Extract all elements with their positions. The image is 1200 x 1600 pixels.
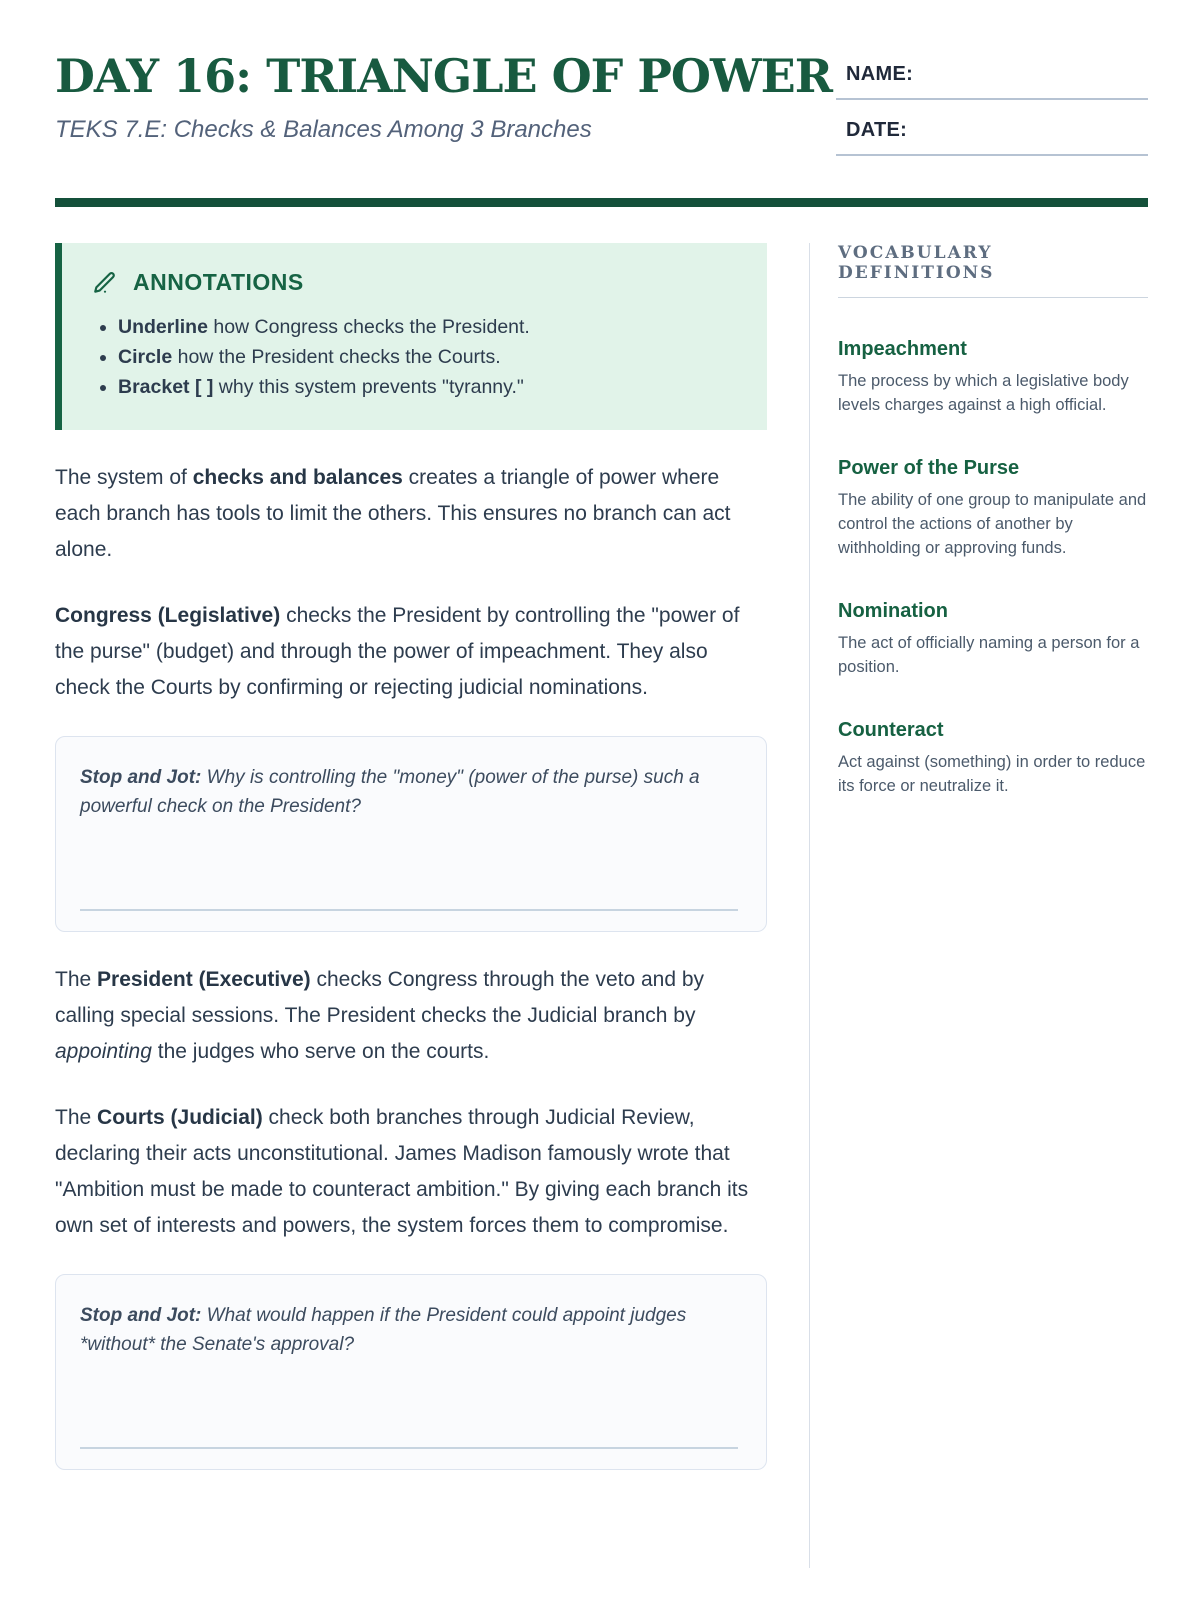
answer-line[interactable] (80, 1447, 738, 1449)
stop-and-jot-lead: Stop and Jot: (80, 1305, 202, 1326)
vocab-term: Power of the Purse (838, 457, 1020, 479)
annotations-header (92, 269, 743, 296)
vocab-term-block (838, 457, 1148, 560)
stop-and-jot-question: Why is controlling the "money" (power of the purse) such a powerful check on the President? (80, 767, 700, 817)
name-date-block (836, 52, 1148, 172)
annotation-item: • Circle how the President checks the Courts. (118, 342, 743, 372)
paragraph-congress: Congress (Legislative) checks the President by controlling the "power of the purse" (budget) and through the power of impeachment. They also check the Courts by confirming or rejecting judicial nominations. (55, 604, 740, 699)
answer-line[interactable] (80, 909, 738, 911)
page-subtitle: TEKS 7.E: Checks & Balances Among 3 Branches (55, 116, 592, 144)
annotation-item: • Underline how Congress checks the President. (118, 312, 743, 342)
stop-and-jot-lead: Stop and Jot: (80, 767, 202, 788)
stop-and-jot-question: What would happen if the President could appoint judges *without* the Senate's approval? (80, 1305, 687, 1355)
vocab-term-block (838, 338, 1148, 417)
vocab-term: Counteract (838, 719, 944, 741)
name-input-line[interactable] (918, 60, 1118, 80)
vocabulary-heading: VOCABULARY DEFINITIONS (838, 243, 1148, 298)
annotations-callout (55, 243, 767, 430)
vocab-term-block (838, 600, 1148, 679)
vocab-definition: The process by which a legislative body levels charges against a high official. (838, 372, 1129, 414)
vocab-definition: The ability of one group to manipulate and control the actions of another by withholding or approving funds. (838, 491, 1147, 557)
vocab-definition: Act against (something) in order to reduce its force or neutralize it. (838, 753, 1146, 795)
stop-and-jot-box-1 (55, 736, 767, 932)
vocab-term: Impeachment (838, 338, 967, 360)
vocab-term: Nomination (838, 600, 948, 622)
paragraph-intro: The system of checks and balances creates a triangle of power where each branch has tools to limit the others. This ensures no branch can act alone. (55, 466, 731, 561)
header-divider-rule (55, 198, 1148, 207)
vocabulary-sidebar (809, 243, 1148, 1568)
paragraph-courts: The Courts (Judicial) check both branches through Judicial Review, declaring their acts unconstitutional. James Madison famously wrote that "Ambition must be made to counteract ambition." By giving each branch its own set of interests and powers, the system forces them to compromise. (55, 1106, 749, 1237)
stop-and-jot-box-2 (55, 1274, 767, 1470)
annotations-list (92, 312, 743, 402)
annotations-heading: ANNOTATIONS (133, 269, 304, 295)
date-label: DATE: (846, 119, 908, 141)
paragraph-president: The President (Executive) checks Congress through the veto and by calling special sessions. The President checks the Judicial branch by appointing the judges who serve on the courts. (55, 968, 705, 1063)
date-input-line[interactable] (912, 116, 1112, 136)
date-field (836, 116, 1148, 156)
vocab-term-block (838, 719, 1148, 798)
header-title-block (55, 49, 836, 144)
pencil-icon (92, 270, 118, 296)
annotation-item: • Bracket [ ] why this system prevents "tyranny." (118, 372, 743, 402)
content (55, 243, 1148, 1568)
header (55, 49, 1148, 172)
vocab-definition: The act of officially naming a person for a position. (838, 634, 1140, 676)
name-field (836, 60, 1148, 100)
name-label: NAME: (846, 63, 914, 85)
page-title: DAY 16: TRIANGLE OF POWER (55, 49, 832, 103)
main-column (55, 243, 767, 1568)
